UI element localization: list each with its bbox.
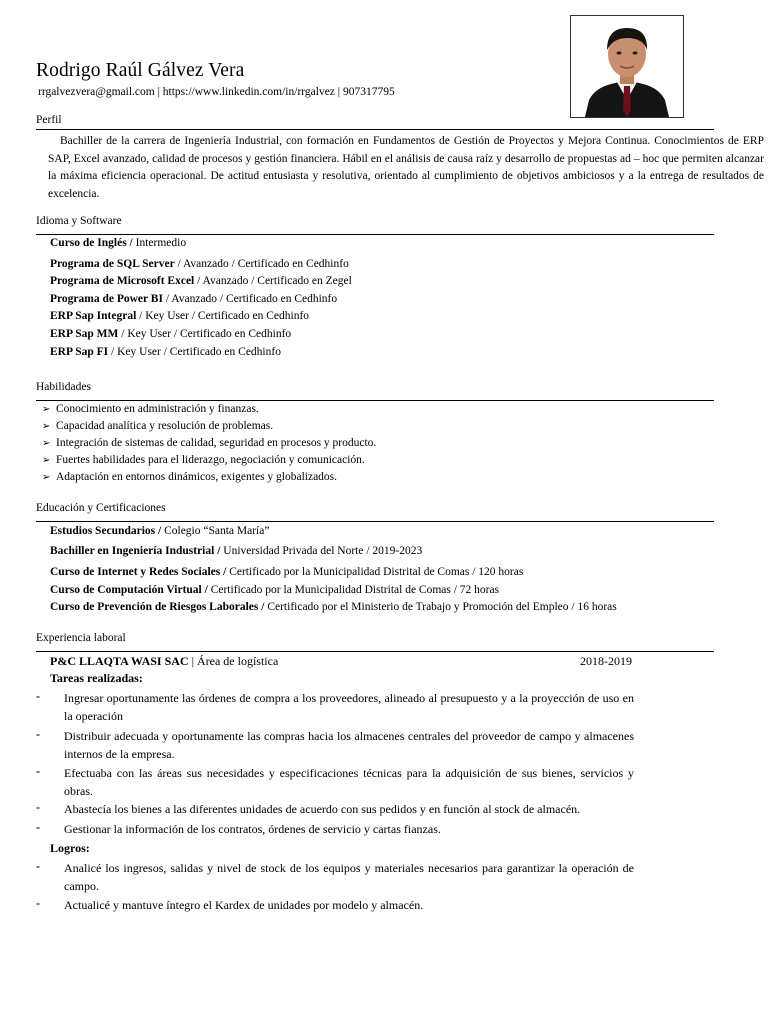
dash-bullet-icon: - [36,764,40,778]
dash-bullet-icon: - [36,820,40,834]
achievement-item: - Actualicé y mantuve íntegro el Kardex de unidades por modelo y almacén. [36,896,424,912]
task-item: - Efectuaba con las áreas sus necesidades y especificaciones técnicas para la adquisición de sus bienes, servicios y obras. [36,764,634,798]
education-line: Curso de Prevención de Riesgos Laborales / Certificado por el Ministerio de Trabajo y Promoción del Empleo / 16 horas [50,601,617,613]
arrow-bullet-icon: ➢ [42,404,51,415]
company-name: P&C LLAQTA WASI SAC [50,654,189,668]
arrow-bullet-icon: ➢ [42,438,51,449]
section-title-perfil: Perfil [36,114,62,126]
tasks-label: Tareas realizadas: [50,671,143,685]
section-title-idioma: Idioma y Software [36,215,122,227]
task-item: - Ingresar oportunamente las órdenes de compra a los proveedores, alineado al presupuesto y a la proyección de uso en la operación [36,689,634,723]
skills-list [42,403,376,488]
skill-line: Programa de SQL Server / Avanzado / Certificado en Cedhinfo [50,258,349,270]
section-divider [36,521,714,522]
dash-bullet-icon: - [36,859,40,873]
list-item: ➢ Integración de sistemas de calidad, seguridad en procesos y producto. [42,437,377,449]
education-line: Curso de Computación Virtual / Certificado por la Municipalidad Distrital de Comas / 72 horas [50,584,500,596]
task-item: - Gestionar la información de los contratos, órdenes de servicio y cartas fianzas. [36,820,441,836]
section-divider [36,400,714,401]
list-item: ➢ Capacidad analítica y resolución de problemas. [42,420,274,432]
job-header [50,654,632,669]
dash-bullet-icon: - [36,689,40,703]
list-item: ➢ Fuertes habilidades para el liderazgo, negociación y comunicación. [42,454,365,466]
education-line: Estudios Secundarios / Colegio “Santa María” [50,525,270,537]
job-years: 2018-2019 [580,654,632,668]
profile-summary: Bachiller de la carrera de Ingeniería Industrial, con formación en Fundamentos de Gestión de Proyectos y Mejora Continua. Conocimientos de ERP SAP, Excel avanzado, calidad de procesos y gestión financiera. Hábil en el análisis de causa raíz y desarrollo de propuestas ad – hoc que permiten alcanzar la máxima eficiencia operacional. De actitud entusiasta y resolutiva, orientado al cumplimiento de objetivos ambiciosos y a la entrega de resultados de excelencia. [48,135,764,200]
achievements-label: Logros: [50,841,90,855]
list-item: ➢ Adaptación en entornos dinámicos, exigentes y globalizados. [42,471,338,483]
task-item: - Abastecía los bienes a las diferentes unidades de acuerdo con sus pedidos y en función al stock de almacén. [36,800,581,816]
achievement-item: - Analicé los ingresos, salidas y nivel de stock de los equipos y materiales necesarios para garantizar la operación de campo. [36,859,634,893]
skill-line: Programa de Power BI / Avanzado / Certificado en Cedhinfo [50,293,338,305]
arrow-bullet-icon: ➢ [42,472,51,483]
skill-line: ERP Sap Integral / Key User / Certificado en Cedhinfo [50,310,310,322]
section-divider [36,651,714,652]
list-item: ➢ Conocimiento en administración y finanzas. [42,403,259,415]
arrow-bullet-icon: ➢ [42,421,51,432]
skill-line: ERP Sap MM / Key User / Certificado en Cedhinfo [50,328,292,340]
candidate-name: Rodrigo Raúl Gálvez Vera [36,60,245,81]
education-line: Bachiller en Ingeniería Industrial / Universidad Privada del Norte / 2019-2023 [50,545,423,557]
task-item: - Distribuir adecuada y oportunamente las compras hacia los almacenes centrales del proveedor de campo y almacenes internos de la empresa. [36,727,634,761]
profile-photo [570,15,684,118]
arrow-bullet-icon: ➢ [42,455,51,466]
skill-line: Curso de Inglés / Intermedio [50,237,187,249]
skill-line: ERP Sap FI / Key User / Certificado en Cedhinfo [50,346,281,358]
contact-line: rrgalvezvera@gmail.com | https://www.linkedin.com/in/rrgalvez | 907317795 [38,86,395,98]
education-line: Curso de Internet y Redes Sociales / Certificado por la Municipalidad Distrital de Comas / 120 horas [50,566,524,578]
dash-bullet-icon: - [36,896,40,910]
section-divider [36,234,714,235]
job-area: | Área de logística [188,654,279,668]
section-title-experiencia: Experiencia laboral [36,632,126,644]
dash-bullet-icon: - [36,800,40,814]
dash-bullet-icon: - [36,727,40,741]
section-divider [36,129,714,130]
skill-line: Programa de Microsoft Excel / Avanzado / Certificado en Zegel [50,275,352,287]
section-title-habilidades: Habilidades [36,381,91,393]
section-title-educacion: Educación y Certificaciones [36,502,166,514]
